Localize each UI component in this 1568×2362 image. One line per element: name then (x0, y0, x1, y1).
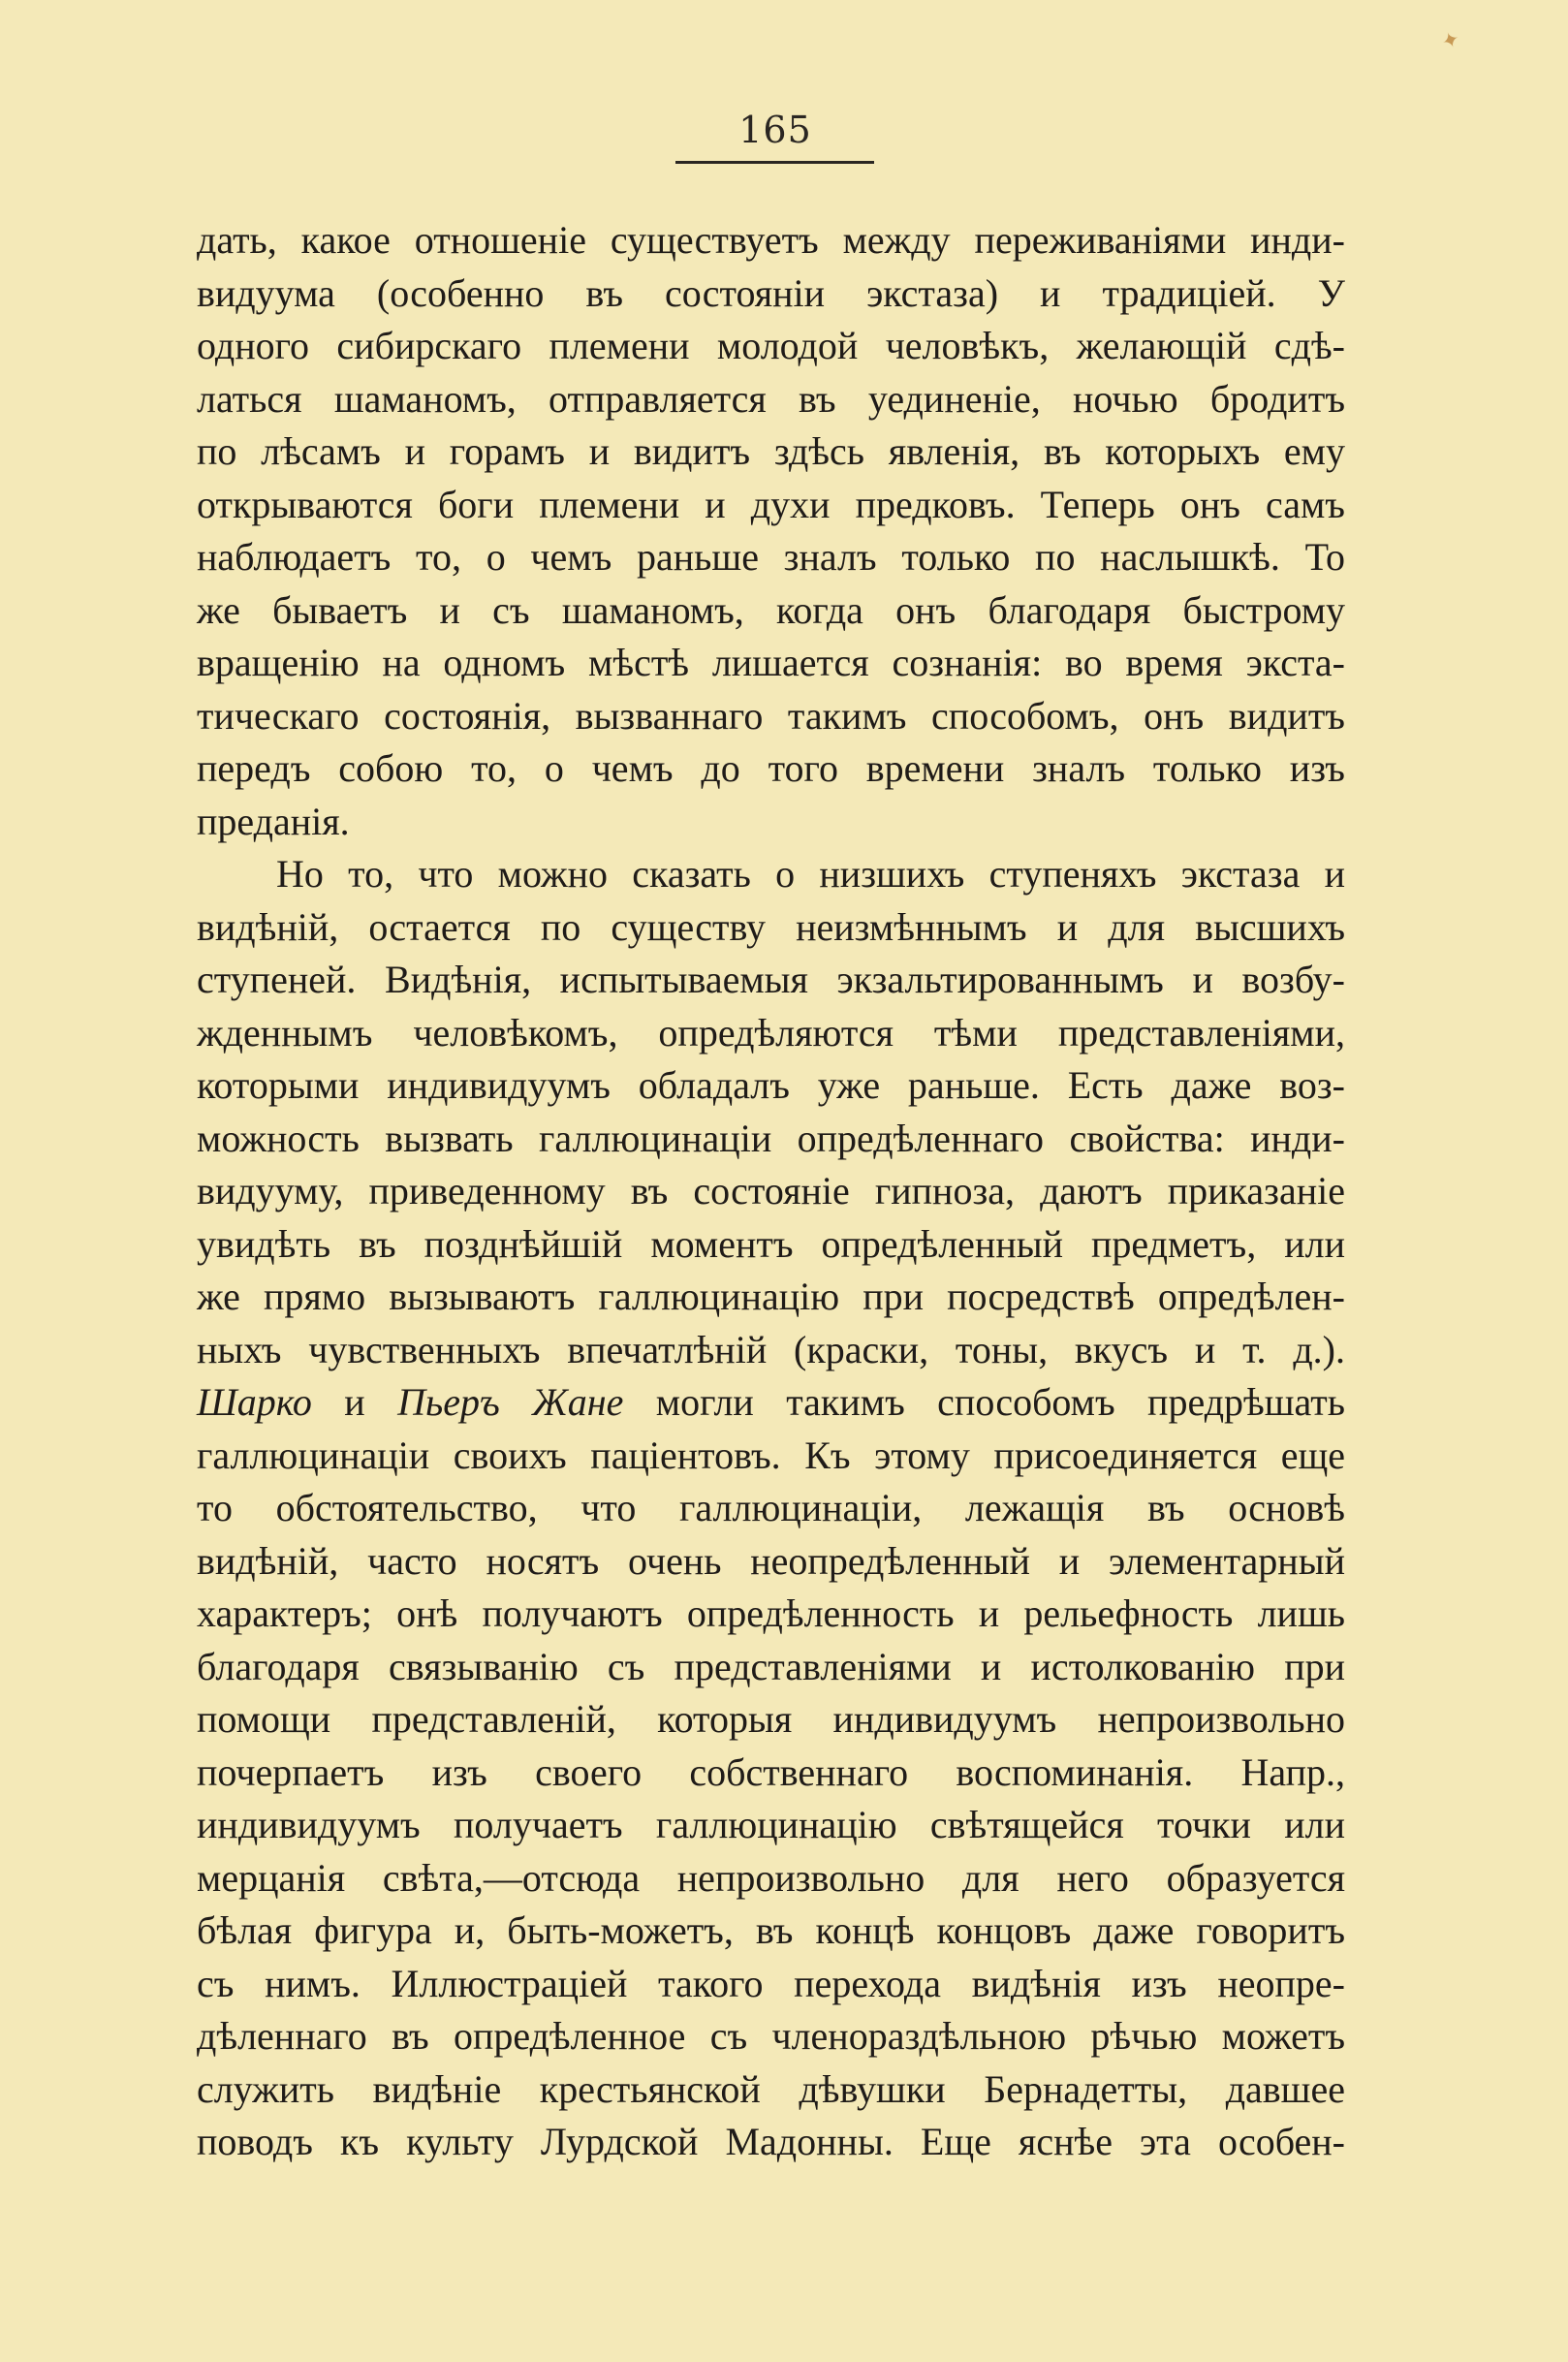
text-line-with-names (197, 1376, 1345, 1430)
text-line: дѣленнаго въ опредѣленное съ членораздѣльною рѣчью можетъ (197, 2014, 1345, 2058)
text-line: то обстоятельство, что галлюцинаціи, лежащія въ основѣ (197, 1486, 1345, 1529)
text-line: ныхъ чувственныхъ впечатлѣній (краски, тоны, вкусъ и т. д.). (197, 1327, 1345, 1371)
text-line: поводъ къ культу Лурдской Мадонны. Еще яснѣе эта особен- (197, 2120, 1345, 2163)
text-line: латься шаманомъ, отправляется въ уединеніе, ночью бродитъ (197, 376, 1345, 421)
text-line: тическаго состоянія, вызваннаго такимъ способомъ, онъ видитъ (197, 693, 1345, 738)
text-line: одного сибирскаго племени молодой человѣкъ, желающій сдѣ- (197, 324, 1345, 367)
text-line: бѣлая фигура и, быть-можетъ, въ концѣ концовъ даже говоритъ (197, 1908, 1345, 1952)
page-corner-mark: ✦ (1438, 26, 1464, 56)
text-line: галлюцинаціи своихъ паціентовъ. Къ этому присоединяется еще (197, 1433, 1345, 1477)
line-rest: могли такимъ способомъ предрѣшать (623, 1380, 1346, 1424)
text-line: увидѣть въ позднѣйшій моментъ опредѣленный предметъ, или (197, 1221, 1345, 1266)
page-number-rule (675, 161, 874, 164)
body-text (197, 214, 1345, 2169)
text-line: открываются боги племени и духи предковъ. Теперь онъ самъ (197, 482, 1345, 526)
text-line: видѣній, остается по существу неизмѣннымъ и для высшихъ (197, 904, 1345, 949)
text-line: индивидуумъ получаетъ галлюцинацію свѣтящейся точки или (197, 1803, 1345, 1846)
text-line: дать, какое отношеніе существуетъ между переживаніями инди- (197, 218, 1345, 262)
text-line: почерпаетъ изъ своего собственнаго воспоминанія. Напр., (197, 1749, 1345, 1794)
name-charcot: Шарко (197, 1380, 312, 1424)
text-line: благодаря связыванію съ представленіями и истолкованію при (197, 1644, 1345, 1688)
text-line: жденнымъ человѣкомъ, опредѣляются тѣми представленіями, (197, 1010, 1345, 1055)
page-number: 165 (738, 109, 812, 151)
text-line: вращенію на одномъ мѣстѣ лишается сознанія: во время экста- (197, 641, 1345, 684)
text-line: можность вызвать галлюцинаціи опредѣленнаго свойства: инди- (197, 1116, 1345, 1160)
text-line: передъ собою то, о чемъ до того времени зналъ только изъ (197, 746, 1345, 790)
text-line: видѣній, часто носятъ очень неопредѣленный и элементарный (197, 1538, 1345, 1583)
text-line: ступеней. Видѣнія, испытываемыя экзальтированнымъ и возбу- (197, 958, 1345, 1001)
text-line-paragraph-start: Но то, что можно сказать о низшихъ ступеняхъ экстаза и (276, 852, 1345, 896)
text-line: по лѣсамъ и горамъ и видитъ здѣсь явленія, въ которыхъ ему (197, 429, 1345, 473)
text-line: же бываетъ и съ шаманомъ, когда онъ благодаря быстрому (197, 587, 1345, 632)
text-line: мерцанія свѣта,—отсюда непроизвольно для него образуется (197, 1855, 1345, 1900)
text-line: видууму, приведенному въ состояніе гипноза, даютъ приказаніе (197, 1169, 1345, 1212)
text-line: видуума (особенно въ состояніи экстаза) и традиціей. У (197, 270, 1345, 315)
conjunction: и (311, 1380, 398, 1424)
text-line: служить видѣніе крестьянской дѣвушки Бернадетты, давшее (197, 2066, 1345, 2111)
text-line: съ нимъ. Иллюстраціей такого перехода видѣнія изъ неопре- (197, 1961, 1345, 2005)
text-line-paragraph-end: преданія. (197, 799, 350, 843)
text-line: характеръ; онѣ получаютъ опредѣленность и рельефность лишь (197, 1591, 1345, 1635)
name-pierre-janet: Пьеръ Жане (397, 1380, 624, 1424)
text-line: же прямо вызываютъ галлюцинацію при посредствѣ опредѣлен- (197, 1275, 1345, 1318)
text-line: помощи представленій, которыя индивидуумъ непроизвольно (197, 1697, 1345, 1741)
text-line: наблюдаетъ то, о чемъ раньше зналъ только по наслышкѣ. То (197, 535, 1345, 579)
text-line: которыми индивидуумъ обладалъ уже раньше. Есть даже воз- (197, 1063, 1345, 1107)
